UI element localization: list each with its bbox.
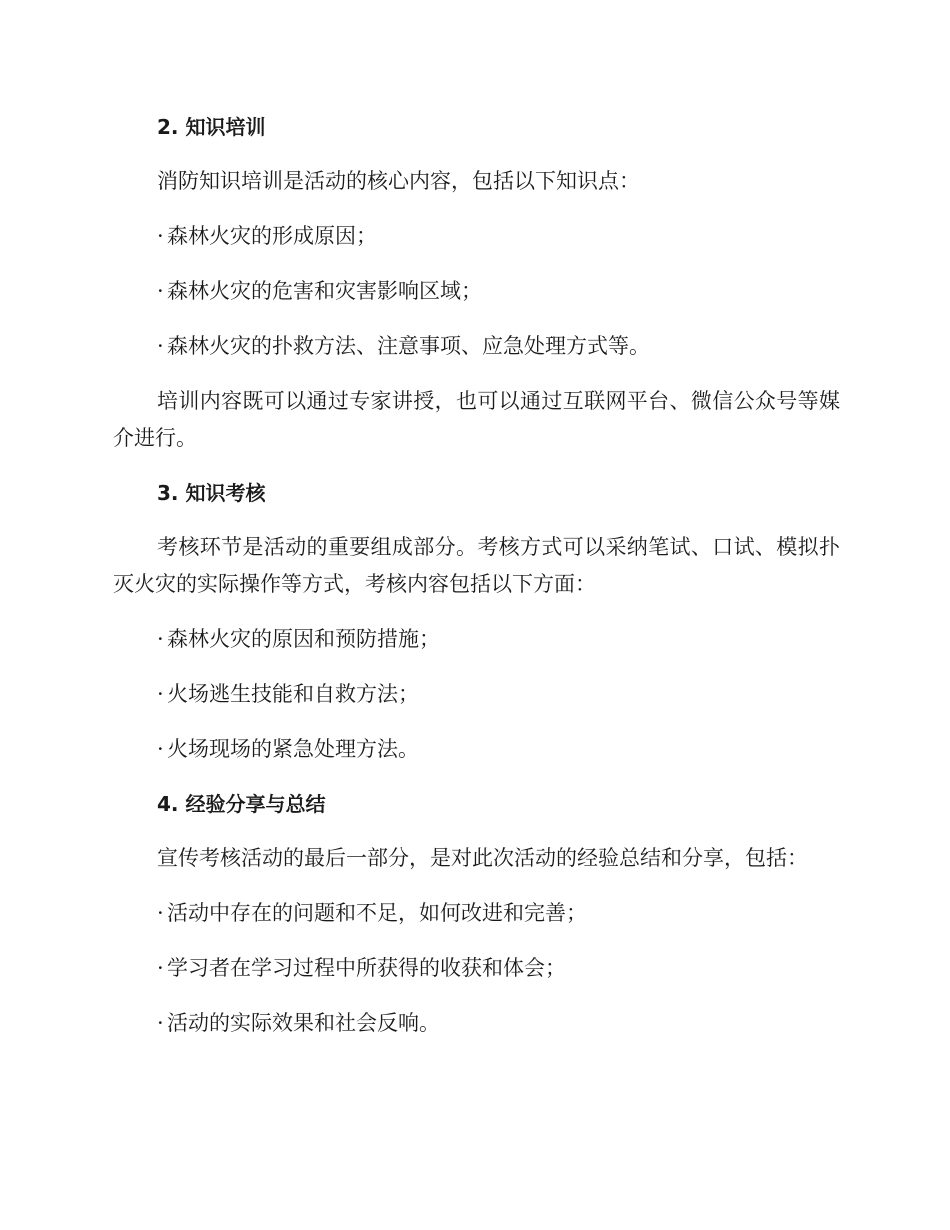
list-item [113, 328, 840, 365]
bullet-icon: · [157, 737, 164, 761]
list-item-text: 火场逃生技能和自救方法； [167, 682, 419, 706]
list-item [113, 731, 840, 768]
list-item [113, 621, 840, 658]
bullet-icon: · [157, 224, 164, 248]
bullet-icon: · [157, 901, 164, 925]
section-heading: 3. 知识考核 [157, 481, 266, 505]
list-item-text: 森林火灾的扑救方法、注意事项、应急处理方式等。 [167, 334, 650, 358]
list-item [113, 1005, 840, 1042]
section-knowledge-training [113, 109, 840, 457]
list-item-text: 学习者在学习过程中所获得的收获和体会； [167, 956, 566, 980]
list-item [113, 950, 840, 987]
section-heading: 4. 经验分享与总结 [157, 792, 326, 816]
section-knowledge-assessment [113, 475, 840, 768]
list-item-text: 森林火灾的形成原因； [167, 224, 377, 248]
list-item [113, 218, 840, 255]
list-item-text: 火场现场的紧急处理方法。 [167, 737, 419, 761]
list-item-text: 森林火灾的危害和灾害影响区域； [167, 279, 482, 303]
bullet-icon: · [157, 627, 164, 651]
bullet-icon: · [157, 334, 164, 358]
list-item [113, 676, 840, 713]
list-item-text: 活动的实际效果和社会反响。 [167, 1011, 440, 1035]
bullet-icon: · [157, 1011, 164, 1035]
list-item [113, 273, 840, 310]
section-intro: 消防知识培训是活动的核心内容，包括以下知识点： [157, 169, 640, 193]
section-intro: 考核环节是活动的重要组成部分。考核方式可以采纳笔试、口试、模拟扑灭火灾的实际操作等方式，考核内容包括以下方面： [113, 535, 840, 596]
section-heading: 2. 知识培训 [157, 115, 266, 139]
section-outro: 培训内容既可以通过专家讲授，也可以通过互联网平台、微信公众号等媒介进行。 [113, 389, 840, 450]
list-item-text: 森林火灾的原因和预防措施； [167, 627, 440, 651]
bullet-icon: · [157, 956, 164, 980]
bullet-icon: · [157, 279, 164, 303]
section-intro: 宣传考核活动的最后一部分，是对此次活动的经验总结和分享，包括： [157, 846, 808, 870]
list-item [113, 895, 840, 932]
list-item-text: 活动中存在的问题和不足，如何改进和完善； [167, 901, 587, 925]
section-experience-summary [113, 786, 840, 1042]
bullet-icon: · [157, 682, 164, 706]
